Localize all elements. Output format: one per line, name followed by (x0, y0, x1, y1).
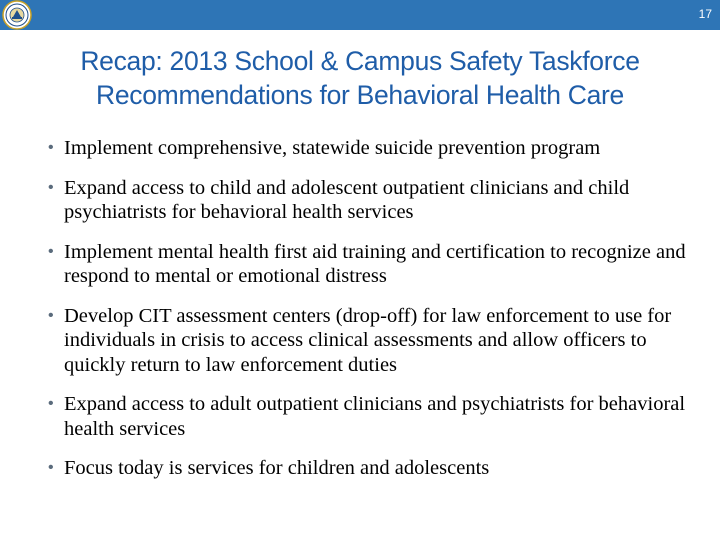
bullet-marker: • (48, 139, 54, 156)
list-item (48, 176, 708, 225)
bullet-text: Expand access to child and adolescent outpatient clinicians and child psychiatrists for behavioral health services (64, 176, 630, 223)
page-title (0, 44, 720, 112)
bullet-text: Implement comprehensive, statewide suicide prevention program (64, 137, 601, 159)
list-item (48, 392, 708, 441)
list-item (48, 136, 708, 161)
list-item (48, 240, 708, 289)
slide-number: 17 (698, 7, 712, 21)
state-seal-icon (2, 0, 32, 30)
bullet-text: Expand access to adult outpatient clinicians and psychiatrists for behavioral health services (64, 393, 686, 440)
bullet-list (48, 136, 708, 496)
bullet-marker: • (48, 178, 54, 196)
bullet-text: Develop CIT assessment centers (drop-off) for law enforcement to use for individuals in crisis to access clinical assessments and allow officers to quickly return to law enforcement duties (64, 304, 672, 376)
bullet-marker: • (48, 395, 54, 412)
header-bar (0, 0, 720, 30)
bullet-text: Implement mental health first aid training and certification to recognize and respond to mental or emotional distress (64, 240, 686, 287)
title-line-1: Recap: 2013 School & Campus Safety Taskforce (80, 46, 640, 76)
bullet-marker: • (48, 459, 54, 476)
bullet-text: Focus today is services for children and adolescents (64, 457, 490, 479)
bullet-marker: • (48, 242, 54, 260)
bullet-marker: • (48, 306, 54, 324)
title-line-2: Recommendations for Behavioral Health Care (96, 80, 624, 110)
list-item (48, 456, 708, 481)
list-item (48, 304, 708, 378)
